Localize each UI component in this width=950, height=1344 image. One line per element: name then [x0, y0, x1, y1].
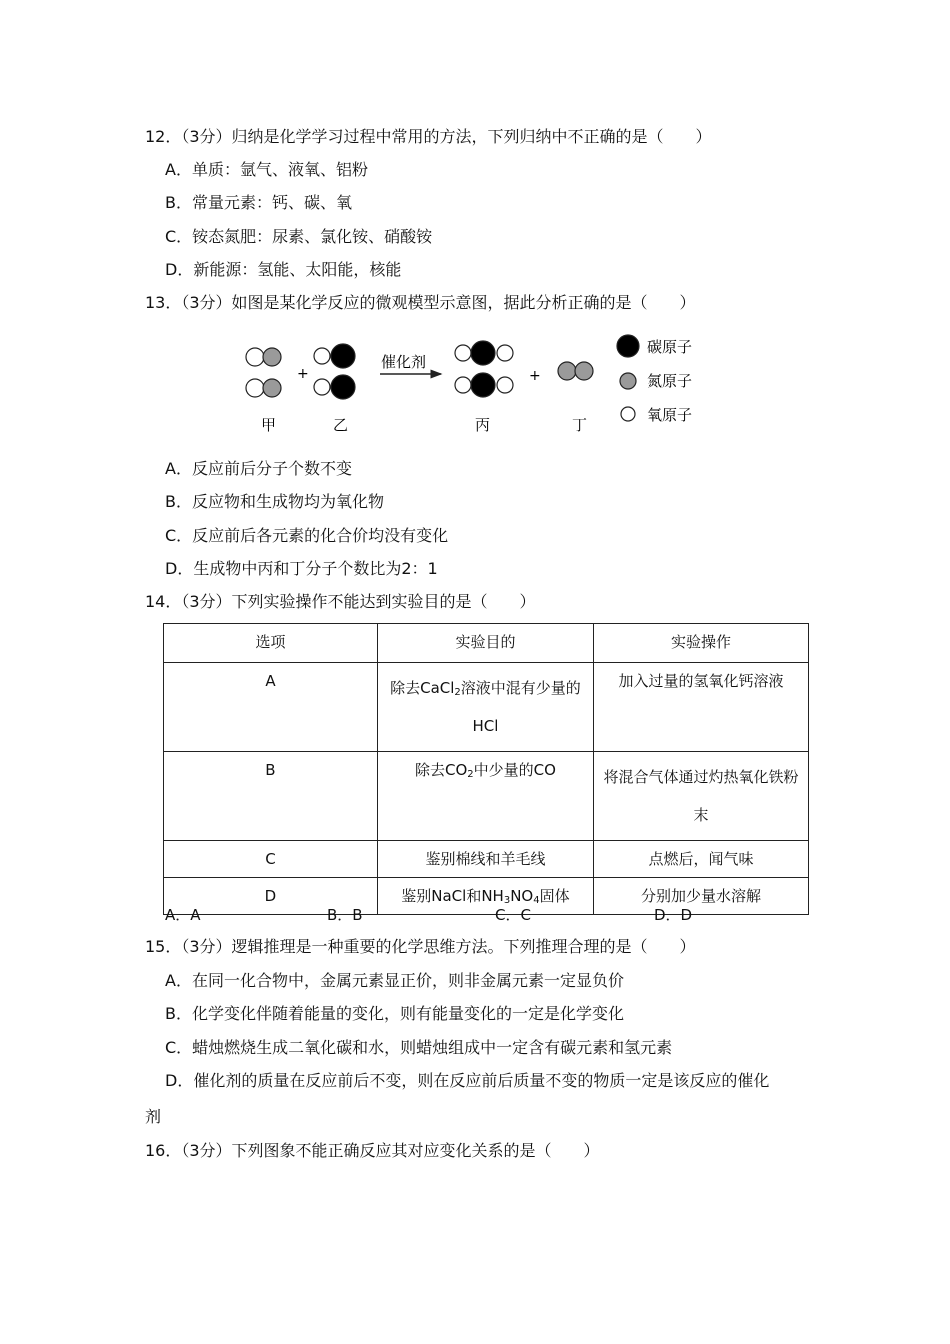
label-yi: 乙 — [333, 416, 349, 434]
molecule-bing — [455, 341, 513, 397]
row-d-option: D — [164, 878, 378, 915]
row-d-operation: 分别加少量水溶解 — [593, 878, 808, 915]
header-option: 选项 — [164, 624, 378, 663]
legend-oxygen: 氧原子 — [647, 406, 693, 424]
row-d-purpose: 鉴别NaCl和$NH_3NO_4$固体 — [377, 878, 593, 915]
q13-option-b: B．反应物和生成物均为氧化物 — [165, 492, 384, 511]
header-operation: 实验操作 — [593, 624, 808, 663]
molecule-jia — [246, 348, 281, 397]
q12-option-b: B．常量元素：钙、碳、氧 — [165, 193, 352, 212]
q14-choice-d: D．D — [654, 906, 693, 924]
header-purpose: 实验目的 — [377, 624, 593, 663]
q14-choice-b: B．B — [327, 906, 363, 924]
row-b-purpose: 除去$CO_2$中少量的CO — [377, 752, 593, 841]
molecule-ding — [558, 362, 593, 380]
q12-stem: 12．（3分）归纳是化学学习过程中常用的方法，下列归纳中不正确的是（ ） — [145, 127, 712, 146]
row-b-option: B — [164, 752, 378, 841]
q15-option-d: D．催化剂的质量在反应前后不变，则在反应前后质量不变的物质一定是该反应的催化 — [165, 1071, 770, 1090]
table-row — [164, 752, 809, 841]
table-row — [164, 663, 809, 752]
row-a-purpose: 除去CaCl$_2$溶液中混有少量的HCl — [377, 663, 593, 752]
q15-option-c: C．蜡烛燃烧生成二氧化碳和水，则蜡烛组成中一定含有碳元素和氢元素 — [165, 1038, 673, 1057]
molecule-yi — [314, 344, 355, 399]
legend-carbon: 碳原子 — [647, 338, 693, 356]
q15-stem: 15．（3分）逻辑推理是一种重要的化学思维方法。下列推理合理的是（ ） — [145, 937, 696, 956]
q12-option-c: C．铵态氮肥：尿素、氯化铵、硝酸铵 — [165, 227, 433, 246]
q15-option-d-wrap: 剂 — [145, 1107, 162, 1126]
experiment-table — [163, 623, 809, 915]
q13-stem: 13．（3分）如图是某化学反应的微观模型示意图，据此分析正确的是（ ） — [145, 293, 696, 312]
label-jia: 甲 — [261, 416, 277, 434]
label-ding: 丁 — [572, 416, 588, 434]
row-c-operation: 点燃后，闻气味 — [593, 841, 808, 878]
catalyst-label: 催化剂 — [381, 353, 427, 371]
q13-option-a: A．反应前后分子个数不变 — [165, 459, 352, 478]
q14-choice-c: C．C — [495, 906, 531, 924]
row-a-option: A — [164, 663, 378, 752]
plus-sign-2: + — [529, 368, 541, 384]
label-bing: 丙 — [475, 416, 491, 434]
plus-sign-1: + — [297, 366, 309, 382]
row-c-option: C — [164, 841, 378, 878]
legend — [617, 335, 639, 421]
q14-choice-a: A．A — [165, 906, 201, 924]
row-c-purpose: 鉴别棉线和羊毛线 — [377, 841, 593, 878]
table-header-row — [164, 624, 809, 663]
q16-stem: 16．（3分）下列图象不能正确反应其对应变化关系的是（ ） — [145, 1141, 600, 1160]
q13-option-d: D．生成物中丙和丁分子个数比为2：1 — [165, 559, 438, 578]
row-a-operation: 加入过量的氢氧化钙溶液 — [593, 663, 808, 752]
q12-option-d: D．新能源：氢能、太阳能，核能 — [165, 260, 402, 279]
q14-stem: 14．（3分）下列实验操作不能达到实验目的是（ ） — [145, 592, 536, 611]
q13-option-c: C．反应前后各元素的化合价均没有变化 — [165, 526, 449, 545]
legend-nitrogen: 氮原子 — [647, 372, 693, 390]
q12-option-a: A．单质：氩气、液氧、铝粉 — [165, 160, 368, 179]
reaction-diagram — [235, 330, 715, 440]
q15-option-b: B．化学变化伴随着能量的变化，则有能量变化的一定是化学变化 — [165, 1004, 624, 1023]
q15-option-a: A．在同一化合物中，金属元素显正价，则非金属元素一定显负价 — [165, 971, 624, 990]
table-row — [164, 841, 809, 878]
q14-choices — [165, 905, 692, 925]
row-b-operation: 将混合气体通过灼热氧化铁粉末 — [593, 752, 808, 841]
